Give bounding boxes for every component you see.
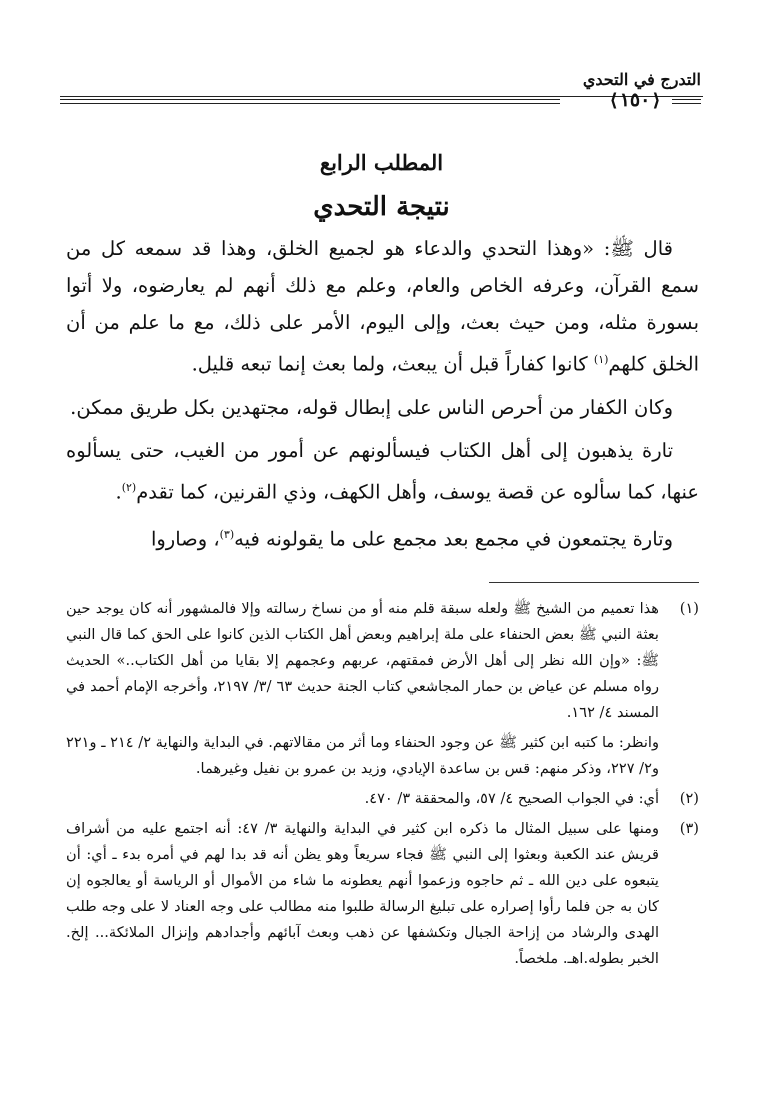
footnote bbox=[66, 786, 699, 812]
running-title: التدرج في التحدي bbox=[582, 70, 701, 89]
paragraph-text: كانوا كفاراً قبل أن يبعث، ولما بعث إنما تبعه قليل. bbox=[191, 352, 594, 376]
footnote-text: هذا تعميم من الشيخ ﷺ ولعله سبقة قلم منه أو من نساخ رسالته وإلا فالمشهور أنه كان يوجد حين بعثة النبي ﷺ بعض الحنفاء على ملة إبراهيم وبعض أهل الكتاب الذين كانوا على الحق كما قال النبي ﷺ: «وإن الله نظر إلى أهل الأرض فمقتهم، عربهم وعجمهم إلا بقايا من أهل الكتاب..» الحديث رواه مسلم عن عياض بن حمار المجاشعي كتاب الجنة حديث ٦٣ /٣/ ٢١٩٧، وأخرجه الإمام أحمد في المسند ٤/ ١٦٢. bbox=[66, 600, 659, 721]
footnote-number: (٣) bbox=[679, 820, 699, 837]
header-double-rule-right bbox=[672, 99, 701, 104]
footnote-text: ومنها على سبيل المثال ما ذكره ابن كثير في البداية والنهاية ٣/ ٤٧: أنه اجتمع عليه من أشراف قريش عند الكعبة وبعثوا إلى النبي ﷺ فجاء سريعاً وهو يظن أنه قد بدا لهم في أمره بدء ـ أي: أن يتبعوه على دين الله ـ ثم حاجوه وزعموا أنهم يعطونه ما شاء من الأموال أو الرياسة أو يعالجوه إن كان به جن فلما رأوا إصراره على تبليغ الرسالة طلبوا منه مطالب على وجه العناد لا على وجه طلب الهدى والرشاد من إزاحة الجبال وتكشفها عن ذهب وبعث آبائهم وأجدادهم وإنزال الملائكة... إلخ. الخبر بطوله.اهـ. ملخصاً. bbox=[66, 820, 659, 967]
footnote-ref: (١) bbox=[593, 353, 609, 366]
footnote-text: أي: في الجواب الصحيح ٤/ ٥٧، والمحققة ٣/ ٤٧٠. bbox=[364, 790, 659, 807]
page-number: ١٥٠ bbox=[619, 89, 651, 111]
paragraph bbox=[66, 432, 699, 511]
paragraph bbox=[66, 516, 699, 558]
paragraph-text: تارة يذهبون إلى أهل الكتاب فيسألونهم عن أمور من الغيب، حتى يسألوه عنها، كما سألوه عن قصة يوسف، وأهل الكهف، وذي القرنين، كما تقدم bbox=[66, 438, 699, 503]
footnote-separator bbox=[489, 582, 699, 583]
ornament-right-icon: ⟩ bbox=[652, 89, 661, 111]
header-double-rule-left bbox=[60, 99, 560, 104]
body-text bbox=[66, 230, 699, 564]
footnote-ref: (٣) bbox=[219, 528, 235, 541]
footnote-number: (٢) bbox=[679, 790, 699, 807]
page-number-ornament bbox=[600, 88, 670, 112]
chapter-title: نتيجة التحدي bbox=[313, 192, 450, 222]
footnote-ref: (٢) bbox=[121, 480, 137, 494]
paragraph: وكان الكفار من أحرص الناس على إبطال قوله، مجتهدين بكل طريق ممكن. bbox=[70, 395, 673, 419]
footnote-number: (١) bbox=[679, 600, 699, 617]
footnote-continuation: وانظر: ما كتبه ابن كثير ﷺ عن وجود الحنفاء وما أثر من مقالاتهم. في البداية والنهاية ٢/ ٢١٤ ـ و٢٢١ و٢/ ٢٢٧، وذكر منهم: قس بن ساعدة الإيادي، وزيد بن عمرو بن نفيل وغيرهما. bbox=[66, 734, 659, 777]
paragraph-text: . bbox=[115, 480, 122, 503]
ornament-left-icon: ⟨ bbox=[609, 89, 618, 111]
paragraph-text: ، وصاروا bbox=[150, 527, 220, 551]
paragraph-text: قال ﷺ: «وهذا التحدي والدعاء هو لجميع الخلق، وهذا قد سمعه كل من سمع القرآن، وعرفه الخاص والعام، وعلم مع ذلك أنهم لم يعارضوه، ولا أتوا بسورة مثله، ومن حيث بعث، وإلى اليوم، الأمر على ذلك، مع ما علم من أن الخلق كلهم bbox=[66, 237, 699, 376]
footnote bbox=[66, 596, 699, 726]
footnotes bbox=[66, 596, 699, 976]
paragraph bbox=[66, 230, 699, 383]
paragraph-text: وتارة يجتمعون في مجمع بعد مجمع على ما يقولونه فيه bbox=[234, 527, 673, 551]
footnote bbox=[66, 816, 699, 972]
section-title: المطلب الرابع bbox=[319, 150, 444, 175]
